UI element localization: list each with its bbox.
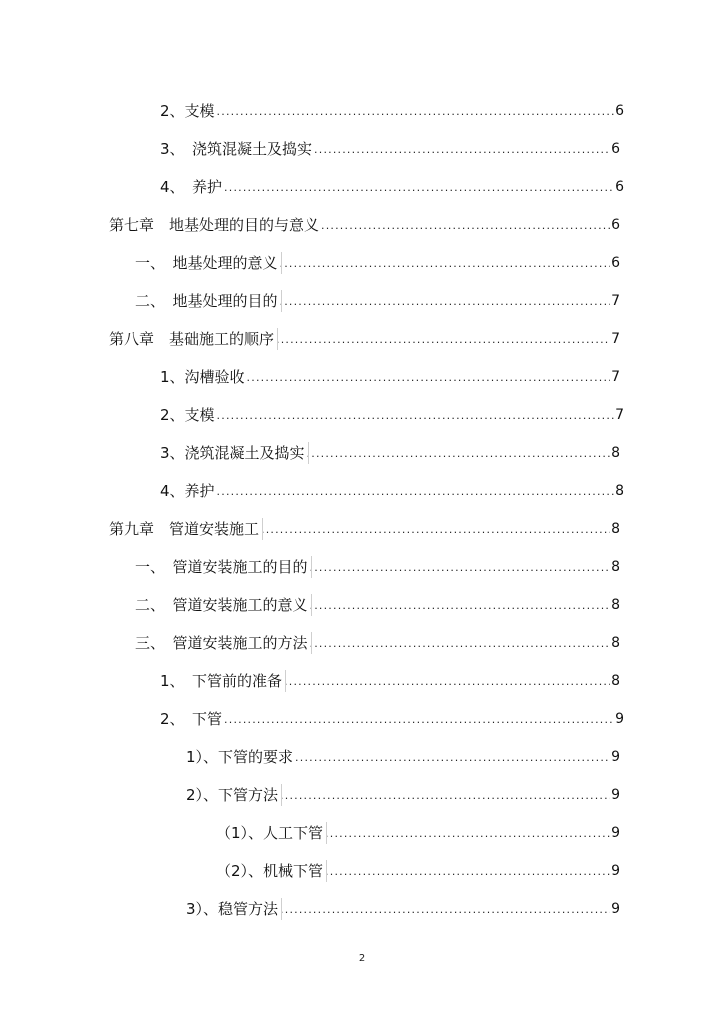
toc-entry-label: 二、 管道安装施工的意义	[135, 596, 308, 614]
toc-leader-dots	[217, 409, 615, 424]
toc-entry[interactable]	[160, 668, 620, 690]
toc-entry-page: 8	[615, 483, 624, 499]
toc-entry-page: 8	[611, 673, 620, 689]
toc-leader-dots	[310, 637, 611, 652]
toc-entry[interactable]	[109, 212, 620, 234]
toc-entry[interactable]	[135, 288, 620, 310]
toc-entry-page: 9	[611, 825, 620, 841]
toc-entry-label: 3、 浇筑混凝土及捣实	[160, 140, 313, 158]
toc-entry[interactable]	[109, 516, 620, 538]
toc-entry-page: 6	[611, 141, 620, 157]
toc-leader-dots	[280, 789, 610, 804]
toc-entry-label: （2）、机械下管	[216, 862, 324, 880]
toc-entry[interactable]	[135, 250, 620, 272]
toc-entry[interactable]	[186, 896, 620, 918]
toc-entry-label: 3）、稳管方法	[186, 900, 279, 918]
toc-entry[interactable]	[160, 706, 624, 728]
toc-entry-label: 一、 管道安装施工的目的	[135, 558, 308, 576]
toc-entry[interactable]	[135, 554, 620, 576]
toc-entry[interactable]	[186, 782, 620, 804]
toc-entry-page: 7	[615, 407, 624, 423]
toc-entry-page: 6	[611, 255, 620, 271]
toc-entry-label: （1）、人工下管	[216, 824, 324, 842]
toc-leader-dots	[261, 523, 610, 538]
toc-entry[interactable]	[160, 136, 620, 158]
toc-leader-dots	[217, 105, 615, 120]
toc-entry[interactable]	[135, 592, 620, 614]
toc-entry-label: 1、沟槽验收	[160, 368, 245, 386]
toc-entry-label: 第九章 管道安装施工	[109, 520, 260, 538]
toc-entry-label: 1、 下管前的准备	[160, 672, 283, 690]
toc-entry-page: 9	[611, 749, 620, 765]
toc-leader-dots	[284, 675, 610, 690]
toc-leader-dots	[314, 143, 610, 158]
toc-entry[interactable]	[109, 326, 620, 348]
toc-entry-label: 第七章 地基处理的目的与意义	[109, 216, 320, 234]
toc-entry-page: 7	[611, 369, 620, 385]
toc-entry[interactable]	[160, 402, 624, 424]
toc-leader-dots	[280, 257, 611, 272]
toc-leader-dots	[247, 371, 611, 386]
toc-entry-label: 三、 管道安装施工的方法	[135, 634, 308, 652]
toc-entry-page: 9	[611, 863, 620, 879]
toc-entry[interactable]	[216, 858, 620, 880]
toc-entry-label: 3、浇筑混凝土及捣实	[160, 444, 305, 462]
toc-entry-label: 第八章 基础施工的顺序	[109, 330, 275, 348]
toc-leader-dots	[307, 447, 611, 462]
toc-leader-dots	[321, 219, 610, 234]
toc-leader-dots	[280, 295, 611, 310]
toc-entry-page: 8	[611, 521, 620, 537]
toc-entry-page: 9	[611, 787, 620, 803]
toc-entry[interactable]	[186, 744, 620, 766]
toc-entry-label: 二、 地基处理的目的	[135, 292, 278, 310]
toc-entry[interactable]	[135, 630, 620, 652]
toc-entry-page: 6	[615, 103, 624, 119]
toc-entry-page: 8	[611, 559, 620, 575]
toc-entry-page: 6	[615, 179, 624, 195]
toc-entry-page: 8	[611, 635, 620, 651]
toc-leader-dots	[276, 333, 610, 348]
toc-entry-label: 4、养护	[160, 482, 215, 500]
toc-entry-page: 6	[611, 217, 620, 233]
toc-leader-dots	[217, 485, 615, 500]
toc-entry[interactable]	[160, 440, 620, 462]
toc-entry-label: 2、 下管	[160, 710, 223, 728]
toc-entry-page: 8	[611, 445, 620, 461]
toc-leader-dots	[224, 713, 614, 728]
toc-leader-dots	[295, 751, 610, 766]
toc-leader-dots	[224, 181, 614, 196]
toc-entry[interactable]	[160, 478, 624, 500]
toc-entry[interactable]	[160, 364, 620, 386]
toc-entry[interactable]	[160, 98, 624, 120]
toc-leader-dots	[310, 561, 611, 576]
page-number: 2	[358, 953, 366, 964]
toc-entry-label: 一、 地基处理的意义	[135, 254, 278, 272]
toc-leader-dots	[280, 903, 610, 918]
toc-leader-dots	[325, 827, 610, 842]
toc-entry-page: 7	[611, 331, 620, 347]
toc-entry-page: 9	[611, 901, 620, 917]
toc-entry-label: 2、支模	[160, 406, 215, 424]
toc-entry-label: 4、 养护	[160, 178, 223, 196]
toc-entry-page: 9	[615, 711, 624, 727]
toc-entry-label: 2）、下管方法	[186, 786, 279, 804]
toc-entry-label: 1）、下管的要求	[186, 748, 294, 766]
toc-leader-dots	[325, 865, 610, 880]
toc-entry-label: 2、支模	[160, 102, 215, 120]
toc-leader-dots	[310, 599, 611, 614]
toc-entry[interactable]	[216, 820, 620, 842]
toc-entry-page: 8	[611, 597, 620, 613]
toc-entry-page: 7	[611, 293, 620, 309]
toc-entry[interactable]	[160, 174, 624, 196]
